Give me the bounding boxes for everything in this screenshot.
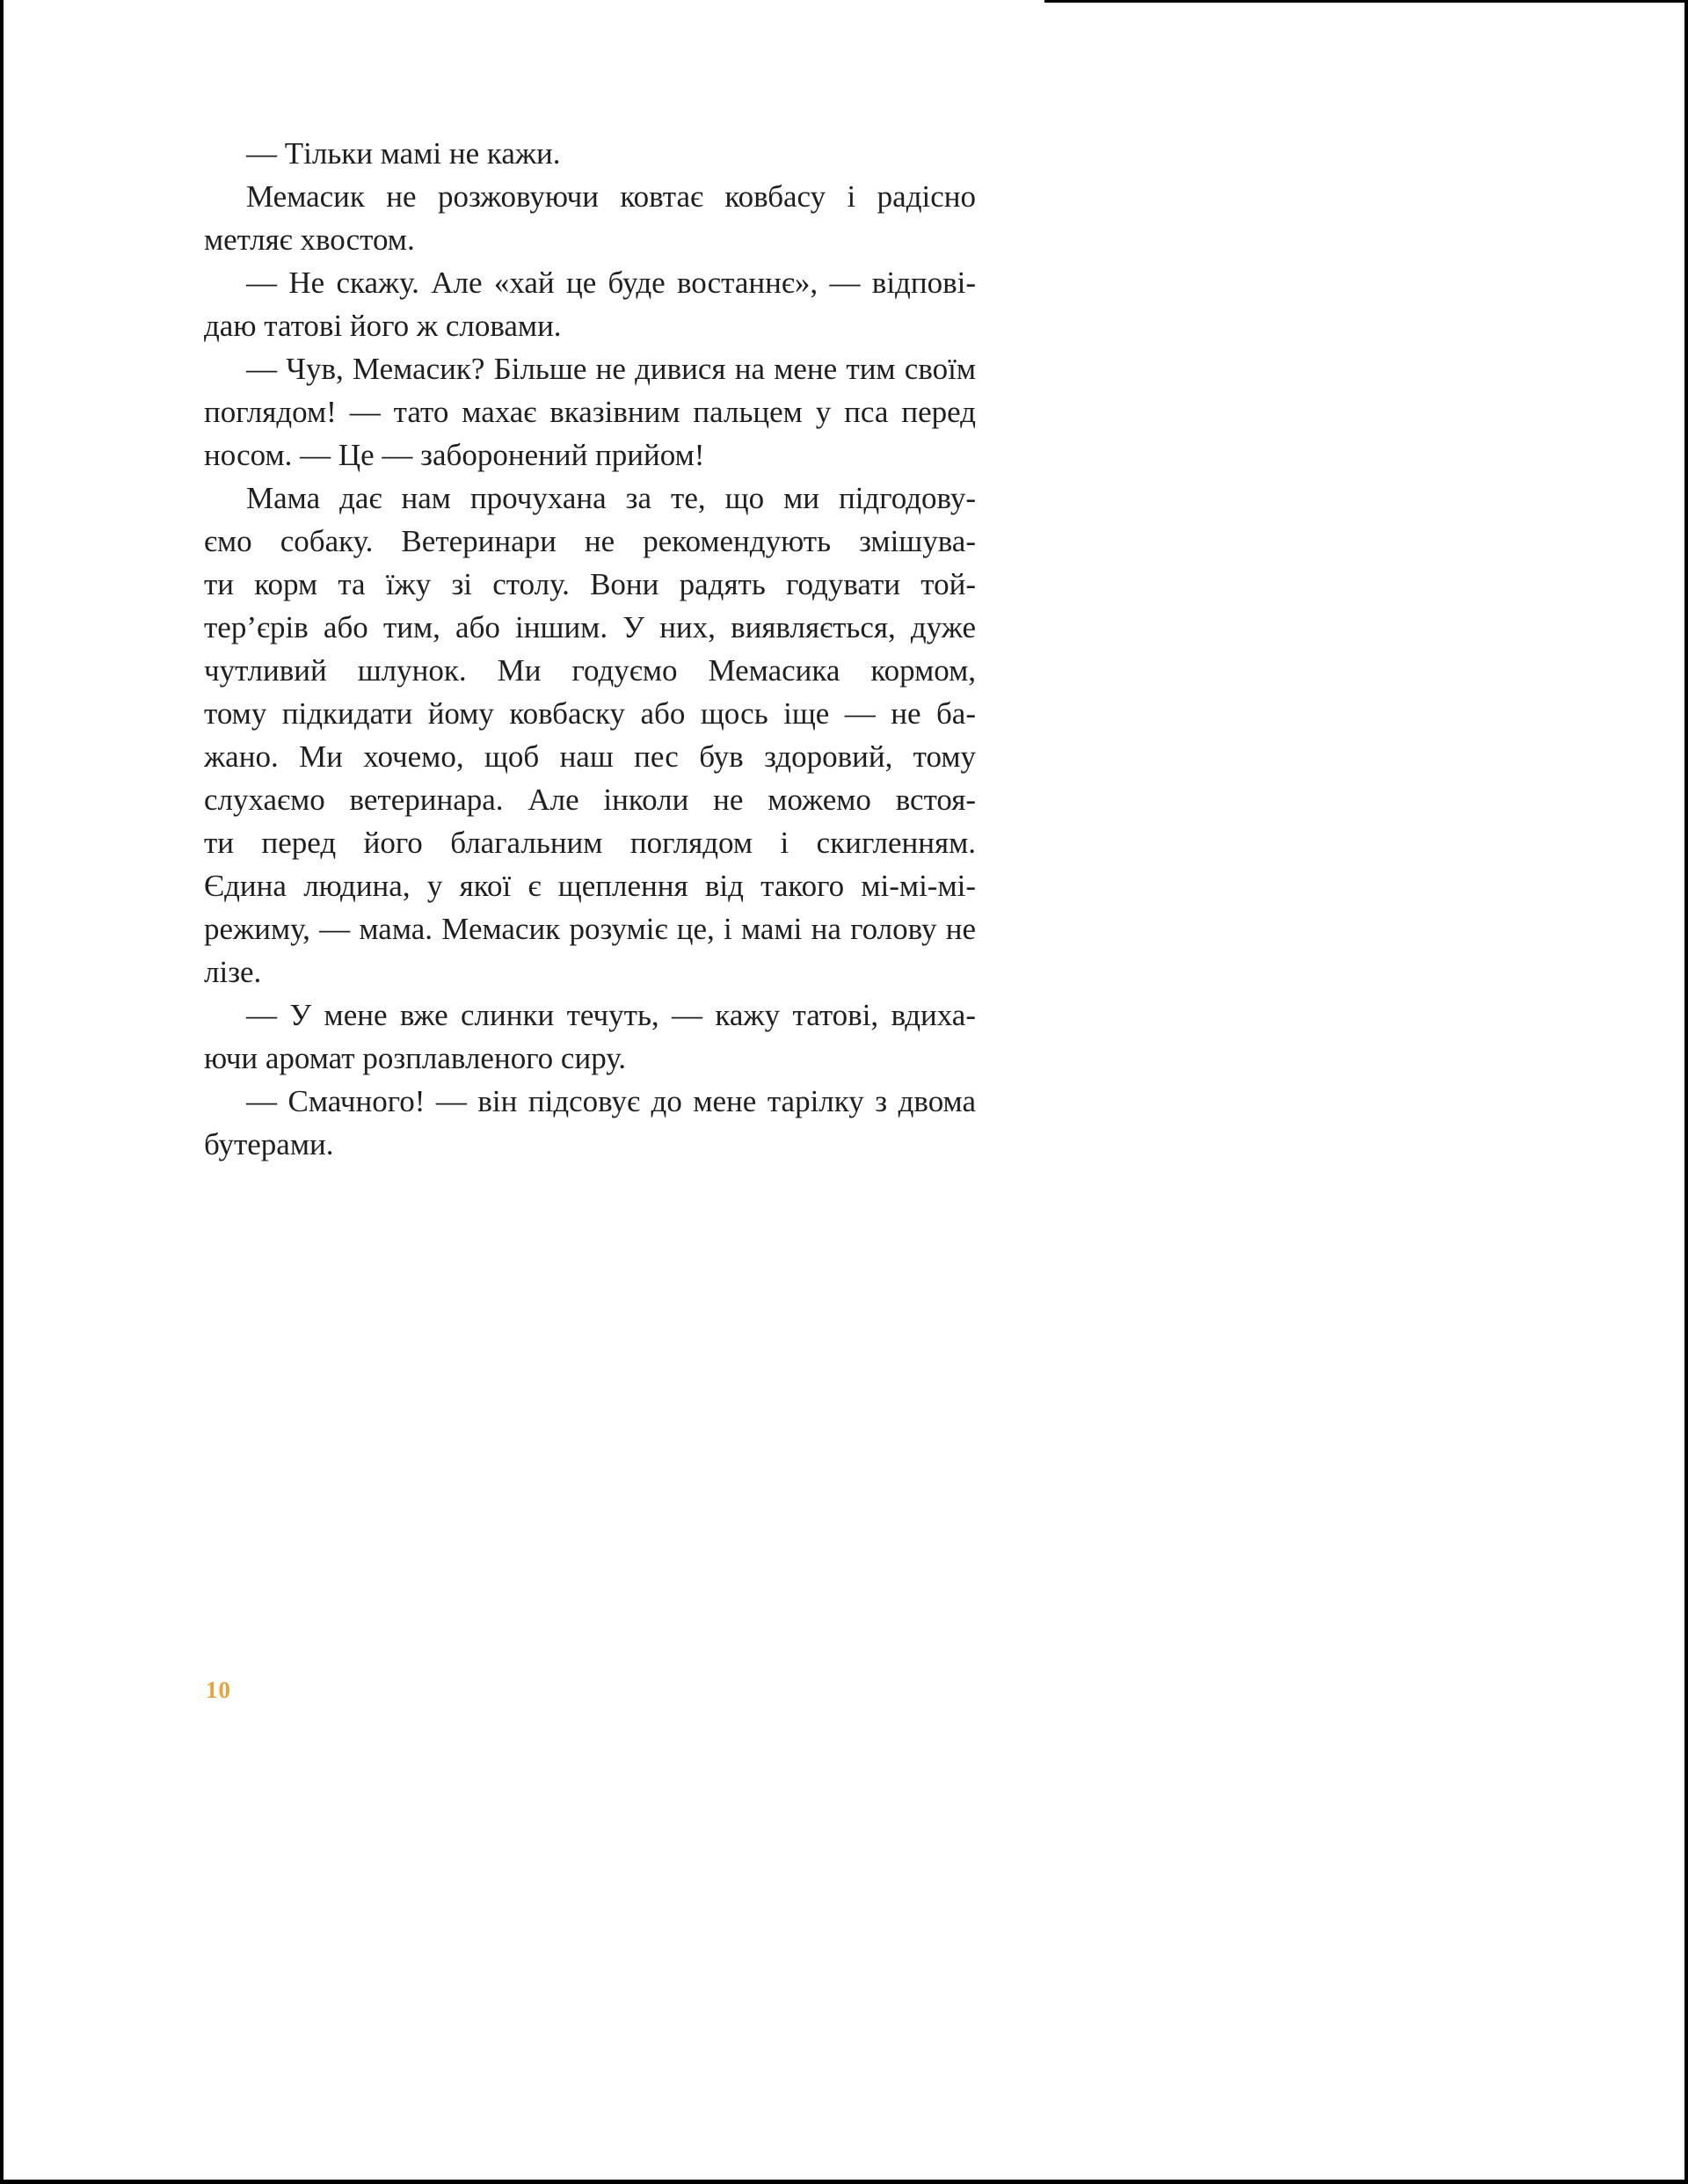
text-line: — Смачного! — він підсовує до мене тарілку з двома <box>246 1084 976 1118</box>
paragraph <box>204 261 976 347</box>
text-line: тер’єрів або тим, або іншим. У них, виявляється, дуже <box>204 610 976 644</box>
page-edge-right <box>1684 0 1688 2184</box>
paragraph <box>204 175 976 261</box>
paragraph <box>204 477 976 994</box>
page-edge-top <box>1044 0 1688 3</box>
text-line: Мемасик не розжовуючи ковтає ковбасу і радісно <box>246 179 976 214</box>
page-number: 10 <box>206 1677 231 1703</box>
text-line: режиму, — мама. Мемасик розуміє це, і мамі на голову не <box>204 912 976 946</box>
paragraph <box>204 347 976 477</box>
page-edge-bottom <box>0 2180 1688 2184</box>
paragraph <box>204 994 976 1080</box>
text-line: ємо собаку. Ветеринари не рекомендують змішува- <box>204 524 976 558</box>
text-line: — Чув, Мемасик? Більше не дивися на мене тим своїм <box>246 352 976 386</box>
text-line: носом. — Це — заборонений прийом! <box>204 438 705 472</box>
paragraph <box>204 1080 976 1166</box>
text-line: Єдина людина, у якої є щеплення від такого мі-мі-мі- <box>204 869 976 903</box>
text-line: тому підкидати йому ковбаску або щось іще — не ба- <box>204 696 976 731</box>
page-edge-left <box>0 0 4 2184</box>
text-line: — Не скажу. Але «хай це буде востаннє», — відпові- <box>246 266 976 300</box>
paragraph <box>204 132 976 175</box>
text-line: бутерами. <box>204 1127 334 1161</box>
text-line: жано. Ми хочемо, щоб наш пес був здоровий, тому <box>204 739 976 774</box>
text-line: поглядом! — тато махає вказівним пальцем у пса перед <box>204 395 976 429</box>
text-line: ючи аромат розплавленого сиру. <box>204 1041 626 1075</box>
text-block <box>204 132 976 1166</box>
text-line: Мама дає нам прочухана за те, що ми підгодову- <box>246 481 976 515</box>
text-line: ти перед його благальним поглядом і скигленням. <box>204 826 976 860</box>
text-line: — У мене вже слинки течуть, — кажу татові, вдиха- <box>246 998 976 1032</box>
text-line: лізе. <box>204 955 262 989</box>
text-line: — Тільки мамі не кажи. <box>246 136 561 171</box>
text-line: даю татові його ж словами. <box>204 309 562 343</box>
text-line: метляє хвостом. <box>204 222 415 257</box>
text-line: ти корм та їжу зі столу. Вони радять годувати той- <box>204 567 976 601</box>
text-line: слухаємо ветеринара. Але інколи не можемо встоя- <box>204 783 976 817</box>
text-line: чутливий шлунок. Ми годуємо Мемасика кормом, <box>204 653 976 688</box>
